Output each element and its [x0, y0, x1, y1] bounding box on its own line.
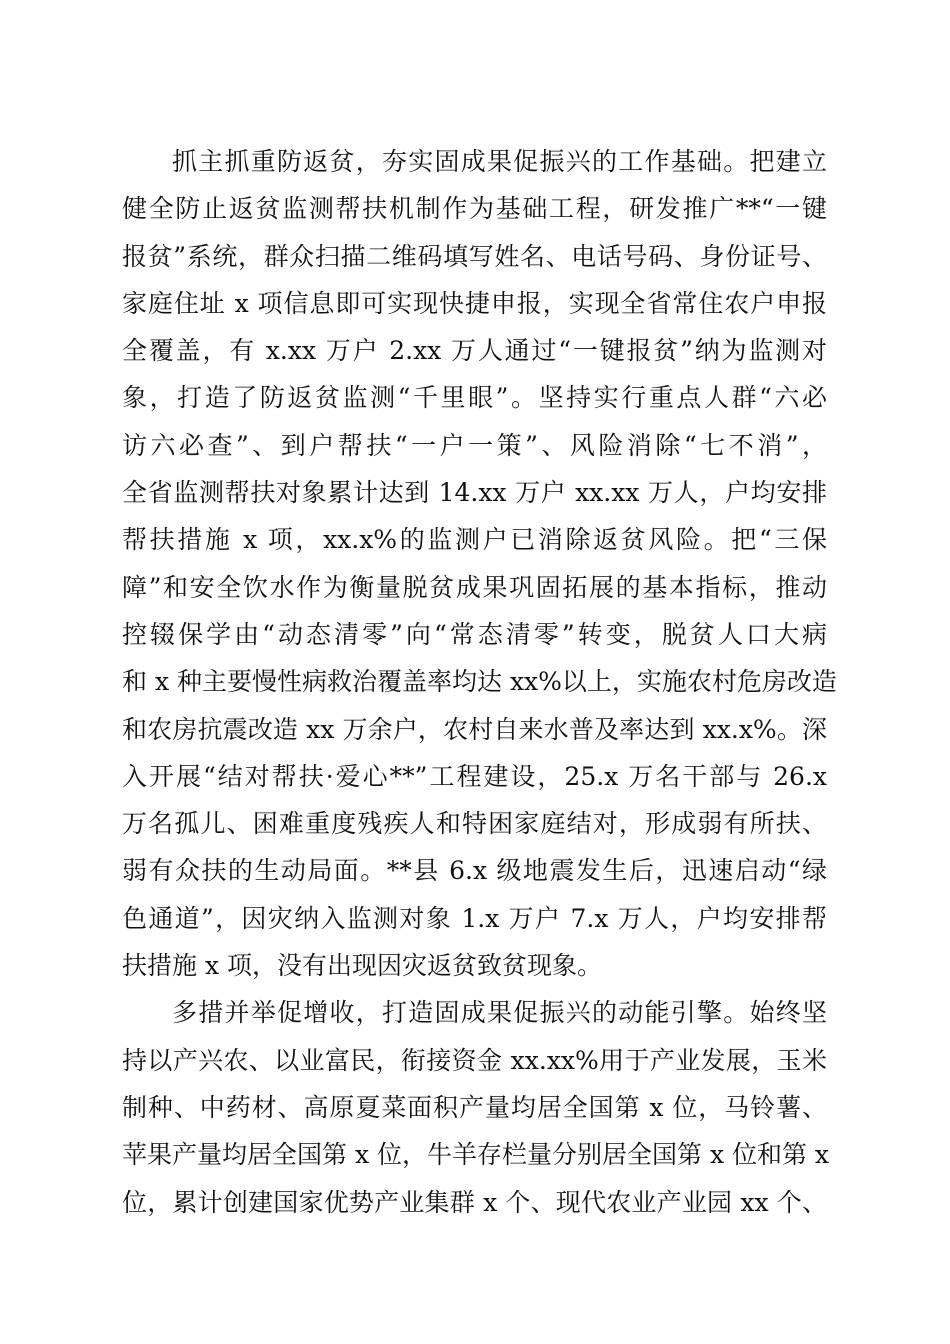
paragraph-line: 扶措施 x 项，没有出现因灾返贫致贫现象。 — [122, 951, 602, 981]
paragraph-line: 全省监测帮扶对象累计达到 14.xx 万户 xx.xx 万人，户均安排 — [122, 478, 827, 508]
paragraph-line: 健全防止返贫监测帮扶机制作为基础工程，研发推广**“一键 — [122, 194, 827, 224]
paragraph-line: 全覆盖，有 x.xx 万户 2.xx 万人通过“一键报贫”纳为监测对 — [122, 336, 827, 366]
paragraph-income-increase — [122, 989, 830, 1225]
paragraph-line: 色通道”，因灾纳入监测对象 1.x 万户 7.x 万人，户均安排帮 — [122, 903, 827, 933]
paragraph-line: 象，打造了防返贫监测“千里眼”。坚持实行重点人群“六必 — [122, 383, 827, 413]
paragraph-line: 控辍保学由“动态清零”向“常态清零”转变，脱贫人口大病 — [122, 619, 827, 649]
paragraph-line: 报贫”系统，群众扫描二维码填写姓名、电话号码、身份证号、 — [122, 241, 827, 271]
paragraph-line: 弱有众扶的生动局面。**县 6.x 级地震发生后，迅速启动“绿 — [122, 856, 827, 886]
paragraph-line: 多措并举促增收，打造固成果促振兴的动能引擎。始终坚 — [172, 998, 827, 1028]
paragraph-line: 和 x 种主要慢性病救治覆盖率均达 xx%以上，实施农村危房改造 — [122, 667, 837, 697]
paragraph-line: 位，累计创建国家优势产业集群 x 个、现代农业产业园 xx 个、 — [122, 1187, 827, 1217]
paragraph-line: 家庭住址 x 项信息即可实现快捷申报，实现全省常住农户申报 — [122, 288, 827, 318]
paragraph-line: 障”和安全饮水作为衡量脱贫成果巩固拓展的基本指标，推动 — [122, 572, 827, 602]
paragraph-line: 万名孤儿、困难重度残疾人和特困家庭结对，形成弱有所扶、 — [122, 809, 827, 839]
paragraph-line: 制种、中药材、高原夏菜面积产量均居全国第 x 位，马铃薯、 — [122, 1092, 827, 1122]
paragraph-line: 抓主抓重防返贫，夯实固成果促振兴的工作基础。把建立 — [172, 147, 827, 176]
paragraph-line: 和农房抗震改造 xx 万余户，农村自来水普及率达到 xx.x%。深 — [122, 714, 827, 744]
paragraph-line: 访六必查”、到户帮扶“一户一策”、风险消除“七不消”， — [122, 430, 827, 460]
paragraph-anti-poverty-monitoring — [122, 138, 837, 989]
paragraph-line: 入开展“结对帮扶·爱心**”工程建设，25.x 万名干部与 26.x — [122, 761, 827, 791]
paragraph-line: 帮扶措施 x 项，xx.x%的监测户已消除返贫风险。把“三保 — [122, 525, 827, 555]
paragraph-line: 苹果产量均居全国第 x 位，牛羊存栏量分别居全国第 x 位和第 x — [122, 1140, 830, 1170]
paragraph-line: 持以产兴农、以业富民，衔接资金 xx.xx%用于产业发展，玉米 — [122, 1045, 827, 1075]
document-body — [122, 138, 837, 1226]
